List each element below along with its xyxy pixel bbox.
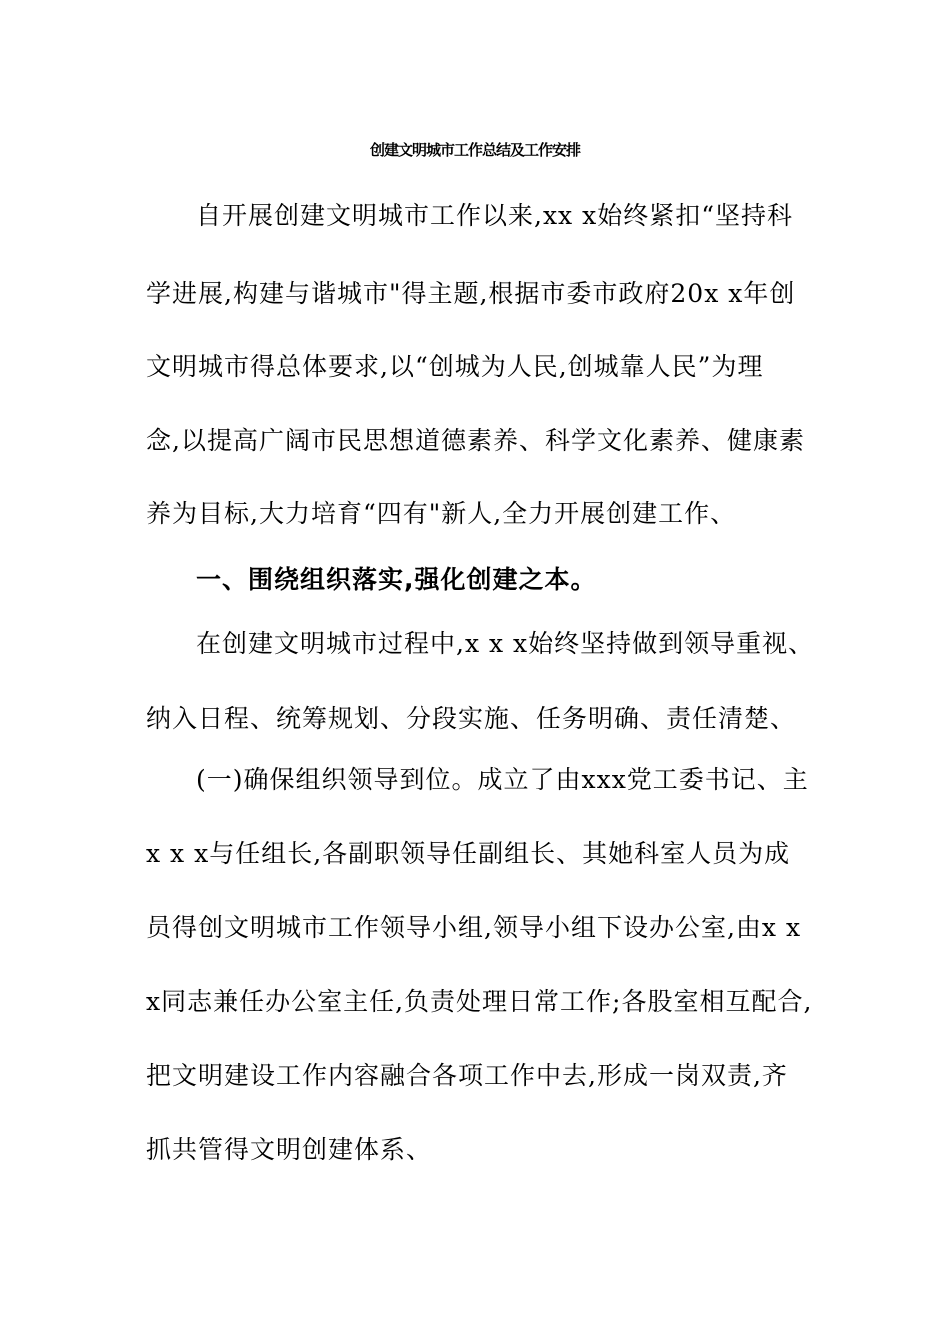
paragraph-line: 养为目标,大力培育“四有"新人,全力开展创建工作、: [146, 499, 737, 528]
paragraph-line: x x x与任组长,各副职领导任副组长、其她科室人员为成: [146, 839, 791, 868]
paragraph-line: 员得创文明城市工作领导小组,领导小组下设办公室,由x x: [146, 913, 802, 942]
paragraph-line: 纳入日程、统筹规划、分段实施、任务明确、责任清楚、: [146, 704, 797, 733]
paragraph-line: 把文明建设工作内容融合各项工作中去,形成一岗双责,齐: [146, 1061, 788, 1090]
paragraph-line: 学进展,构建与谐城市"得主题,根据市委市政府20x x年创: [146, 279, 796, 308]
paragraph-line: 念,以提高广阔市民思想道德素养、科学文化素养、健康素: [146, 426, 805, 455]
paragraph-line: 在创建文明城市过程中,x x x始终坚持做到领导重视、: [196, 629, 815, 658]
subsection-line: (一)确保组织领导到位。成立了由xxx党工委书记、主: [196, 765, 809, 794]
document-title: 创建文明城市工作总结及工作安排: [369, 141, 580, 159]
paragraph-line: 文明城市得总体要求,以“创城为人民,创城靠人民”为理: [146, 352, 764, 381]
section-heading: 一、围绕组织落实,强化创建之本。: [196, 565, 597, 594]
paragraph-line: x同志兼任办公室主任,负责处理日常工作;各股室相互配合,: [146, 987, 813, 1016]
paragraph-line: 自开展创建文明城市工作以来,xx x始终紧扣“坚持科: [196, 201, 793, 230]
paragraph-line: 抓共管得文明创建体系、: [146, 1135, 433, 1164]
